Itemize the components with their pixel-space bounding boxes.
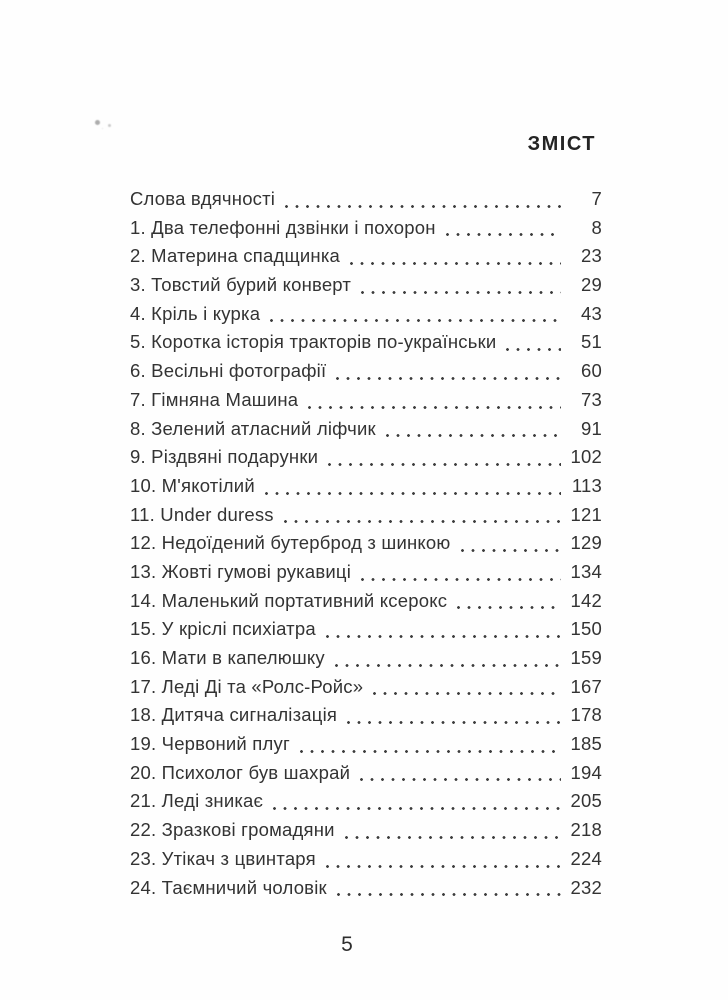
toc-entry-label: Слова вдячності xyxy=(130,188,276,209)
toc-entry-label: 14. Маленький портативний ксерокс xyxy=(130,589,448,611)
toc-entry-label: 20. Психолог був шахрай xyxy=(130,761,351,783)
toc-row xyxy=(130,501,602,530)
dot-leader xyxy=(324,845,561,874)
toc-entry-page: 167 xyxy=(570,675,602,697)
toc-entry-label: 24. Таємничий чоловік xyxy=(130,876,327,898)
toc-entry-label: 12. Недоїдений бутерброд з шинкою xyxy=(130,532,451,554)
toc-entry-label: 1. Два телефонні дзвінки і похорон xyxy=(130,216,436,238)
dot-leader xyxy=(324,615,561,644)
page-title: ЗМІСТ xyxy=(527,133,596,155)
toc-entry-page: 23 xyxy=(581,245,602,267)
toc-entry-label: 23. Утікач з цвинтаря xyxy=(130,847,316,869)
toc-row xyxy=(130,874,602,903)
toc-entry-page: 29 xyxy=(581,274,602,296)
dot-leader xyxy=(271,787,561,816)
toc-entry-label: 17. Леді Ді та «Ролс-Ройс» xyxy=(130,675,364,697)
toc-entry-label: 18. Дитяча сигналізація xyxy=(130,704,338,726)
toc-row xyxy=(130,357,602,386)
toc-entry-label: 5. Коротка історія тракторів по-українськи xyxy=(130,331,497,353)
toc-entry-page: 142 xyxy=(570,589,602,611)
toc-entry-page: 150 xyxy=(570,618,602,640)
toc-entry-label: 15. У кріслі психіатра xyxy=(130,618,316,640)
toc-entry-page: 121 xyxy=(570,503,602,525)
toc-entry-page: 218 xyxy=(570,819,602,841)
toc-entry-page: 73 xyxy=(581,388,602,410)
dot-leader xyxy=(359,558,561,587)
toc-entry-page: 224 xyxy=(570,847,602,869)
dot-leader xyxy=(263,472,561,501)
toc-entry-page: 185 xyxy=(570,733,602,755)
toc-row xyxy=(130,816,602,845)
toc-entry-page: 8 xyxy=(591,216,602,238)
toc-entry-label: 21. Леді зникає xyxy=(130,790,264,812)
toc-entry-page: 134 xyxy=(570,560,602,582)
toc-entry-label: 9. Різдвяні подарунки xyxy=(130,446,319,468)
toc-entry-page: 159 xyxy=(570,647,602,668)
toc-row xyxy=(130,558,602,587)
toc-row xyxy=(130,271,602,300)
toc-row xyxy=(130,443,602,472)
toc-entry-page: 7 xyxy=(591,188,602,209)
toc-entry-label: 6. Весільні фотографії xyxy=(130,360,327,382)
toc-entry-page: 51 xyxy=(581,331,602,353)
toc-entry-label: 3. Товстий бурий конверт xyxy=(130,274,352,296)
dot-leader xyxy=(348,242,561,271)
toc-entry-label: 10. М'якотілий xyxy=(130,474,255,496)
page-number: 5 xyxy=(341,933,353,956)
toc-entry-label: 8. Зелений атласний ліфчик xyxy=(130,417,376,439)
dot-leader xyxy=(384,415,561,444)
dot-leader xyxy=(459,529,562,558)
scan-speck xyxy=(95,120,100,125)
toc-row xyxy=(130,415,602,444)
toc-entry-page: 129 xyxy=(570,532,602,554)
dot-leader xyxy=(334,357,561,386)
dot-leader xyxy=(282,501,561,530)
dot-leader xyxy=(343,816,561,845)
toc-entry-label: 16. Мати в капелюшку xyxy=(130,647,325,668)
dot-leader xyxy=(358,759,561,788)
toc-row xyxy=(130,845,602,874)
dot-leader xyxy=(444,214,561,243)
toc-row xyxy=(130,644,602,673)
toc-row xyxy=(130,730,602,759)
dot-leader xyxy=(326,443,561,472)
toc-row xyxy=(130,242,602,271)
dot-leader xyxy=(359,271,561,300)
toc-entry-label: 22. Зразкові громадяни xyxy=(130,819,335,841)
toc-row xyxy=(130,587,602,616)
dot-leader xyxy=(268,300,561,329)
toc-entry-label: 4. Кріль і курка xyxy=(130,302,261,324)
toc-entry-page: 102 xyxy=(570,446,602,468)
toc-row xyxy=(130,185,602,214)
toc-entry-page: 91 xyxy=(581,417,602,439)
dot-leader xyxy=(504,328,561,357)
toc-row xyxy=(130,300,602,329)
toc-entry-page: 194 xyxy=(570,761,602,783)
toc-entry-label: 13. Жовті гумові рукавиці xyxy=(130,560,352,582)
toc-entry-page: 113 xyxy=(571,474,602,496)
dot-leader xyxy=(345,701,561,730)
dot-leader xyxy=(455,587,561,616)
toc-entry-page: 60 xyxy=(581,360,602,382)
toc-entry-page: 178 xyxy=(570,704,602,726)
dot-leader xyxy=(335,874,561,903)
toc-row xyxy=(130,214,602,243)
dot-leader xyxy=(306,386,561,415)
toc-row xyxy=(130,701,602,730)
toc-entry-page: 205 xyxy=(570,790,602,812)
toc-row xyxy=(130,328,602,357)
dot-leader xyxy=(283,185,561,214)
toc-entry-page: 232 xyxy=(570,876,602,898)
toc-row xyxy=(130,529,602,558)
toc-entry-label: 2. Материна спадщинка xyxy=(130,245,341,267)
toc-entry-label: 19. Червоний плуг xyxy=(130,733,290,755)
toc-row xyxy=(130,615,602,644)
dot-leader xyxy=(371,673,561,702)
toc-entry-label: 11. Under duress xyxy=(130,503,274,525)
toc-row xyxy=(130,673,602,702)
toc-entry-page: 43 xyxy=(581,302,602,324)
toc-list xyxy=(130,185,602,902)
toc-row xyxy=(130,386,602,415)
toc-row xyxy=(130,472,602,501)
toc-entry-label: 7. Гімняна Машина xyxy=(130,388,299,410)
toc-row xyxy=(130,759,602,788)
dot-leader xyxy=(333,644,561,673)
dot-leader xyxy=(298,730,561,759)
toc-row xyxy=(130,787,602,816)
